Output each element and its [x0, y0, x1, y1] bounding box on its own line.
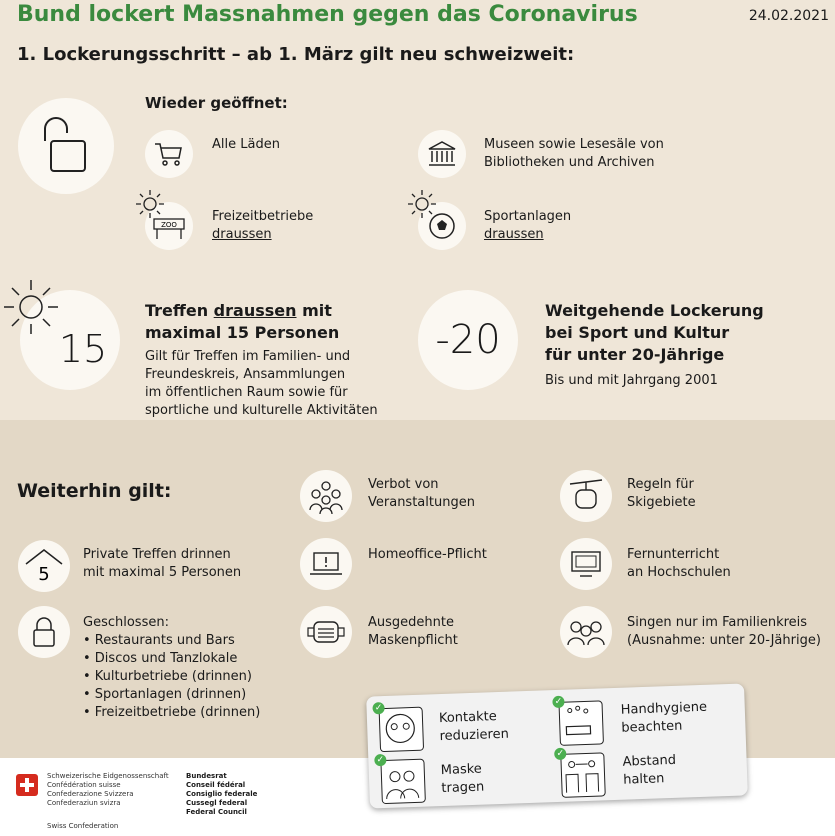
singing-group-icon — [560, 606, 612, 658]
under-twenty-badge — [418, 290, 518, 390]
hygiene-rules-card — [366, 683, 748, 808]
still-heading: Weiterhin gilt: — [17, 480, 172, 502]
homeoffice-label: Homeoffice-Pflicht — [368, 547, 487, 562]
reopened-heading: Wieder geöffnet: — [145, 94, 288, 112]
ski-label: Regeln für Skigebiete — [627, 477, 696, 510]
checkmark-icon: ✓ — [374, 754, 386, 766]
list-item: • Restaurants und Bars — [83, 633, 235, 648]
meetings-title-line2: maximal 15 Personen — [145, 323, 340, 342]
swiss-confederation-en: Swiss Confederation — [47, 822, 119, 830]
sun-icon — [134, 188, 166, 220]
big-sun-icon — [0, 276, 62, 338]
leisure-label — [212, 208, 313, 244]
sports-line2: draussen — [484, 227, 544, 242]
date: 24.02.2021 — [748, 8, 829, 24]
mask-people-icon — [380, 759, 426, 805]
face-mask-icon — [300, 606, 352, 658]
remote-teaching-label: Fernunterricht an Hochschulen — [627, 547, 731, 580]
museum-icon — [418, 130, 466, 178]
youth-title: Weitgehende Lockerung bei Sport und Kultur für unter 20-Jährige — [545, 301, 764, 364]
fifteen-number: 15 — [58, 327, 108, 371]
mask-label: Maske tragen — [440, 761, 485, 797]
museums-line1: Museen sowie Lesesäle von — [484, 137, 664, 152]
zoo-sign-text: ZOO — [161, 221, 177, 229]
museums-label — [484, 136, 664, 172]
confederation-names: Schweizerische Eidgenossenschaft Confédération suisse Confederazione Svizzera Confederaziun svizra — [47, 772, 169, 807]
distance-icon — [560, 752, 606, 798]
events-label: Verbot von Veranstaltungen — [368, 477, 475, 510]
crowd-icon — [300, 470, 352, 522]
sports-label — [484, 208, 571, 244]
closed-heading: Geschlossen: — [83, 615, 169, 630]
private-meetings-label: Private Treffen drinnen mit maximal 5 Personen — [83, 547, 242, 580]
subtitle: 1. Lockerungsschritt – ab 1. März gilt neu schweizweit: — [17, 44, 575, 65]
museums-line2: Bibliotheken und Archiven — [484, 155, 655, 170]
sports-line1: Sportanlagen — [484, 209, 572, 224]
mask-duty-label: Ausgedehnte Maskenpflicht — [368, 615, 458, 648]
swiss-flag-icon — [16, 774, 38, 796]
federal-council-names: Bundesrat Conseil fédéral Consiglio federale Cussegl federal Federal Council — [186, 772, 258, 816]
youth-desc: Bis und mit Jahrgang 2001 — [545, 373, 718, 388]
closed-padlock-icon — [18, 606, 70, 658]
main-title: Bund lockert Massnahmen gegen das Coronavirus — [17, 2, 638, 27]
checkmark-icon: ✓ — [554, 748, 566, 760]
open-padlock-icon — [18, 98, 114, 194]
shopping-cart-icon — [145, 130, 193, 178]
list-item: • Kulturbetriebe (drinnen) — [83, 669, 252, 684]
under-twenty-number: -20 — [435, 317, 501, 363]
list-item: • Sportanlagen (drinnen) — [83, 687, 247, 702]
singing-label: Singen nur im Familienkreis (Ausnahme: unter 20-Jährige) — [627, 615, 821, 648]
svg-text:5: 5 — [38, 564, 50, 585]
cable-car-icon — [560, 470, 612, 522]
checkmark-icon: ✓ — [552, 696, 564, 708]
monitor-icon — [560, 538, 612, 590]
house-five-icon — [18, 540, 70, 592]
meetings-desc: Gilt für Treffen im Familien- und Freundeskreis, Ansammlungen im öffentlichen Raum sowie für sportliche und kulturelle Aktivitäten — [145, 349, 378, 418]
sun-icon-sports — [406, 188, 438, 220]
contacts-label: Kontakte reduzieren — [438, 709, 510, 745]
hygiene-label: Handhygiene beachten — [620, 699, 708, 736]
checkmark-icon: ✓ — [372, 702, 384, 714]
contacts-icon — [379, 707, 425, 753]
closed-list — [83, 614, 260, 722]
hand-hygiene-icon — [558, 700, 604, 746]
shops-label: Alle Läden — [212, 137, 280, 152]
list-item: • Discos und Tanzlokale — [83, 651, 238, 666]
distance-label: Abstand halten — [622, 752, 677, 788]
leisure-line1: Freizeitbetriebe — [212, 209, 314, 224]
meetings-title: Treffen draussen mit maximal 15 Personen — [145, 301, 340, 342]
laptop-icon — [300, 538, 352, 590]
list-item: • Freizeitbetriebe (drinnen) — [83, 705, 261, 720]
leisure-line2: draussen — [212, 227, 272, 242]
